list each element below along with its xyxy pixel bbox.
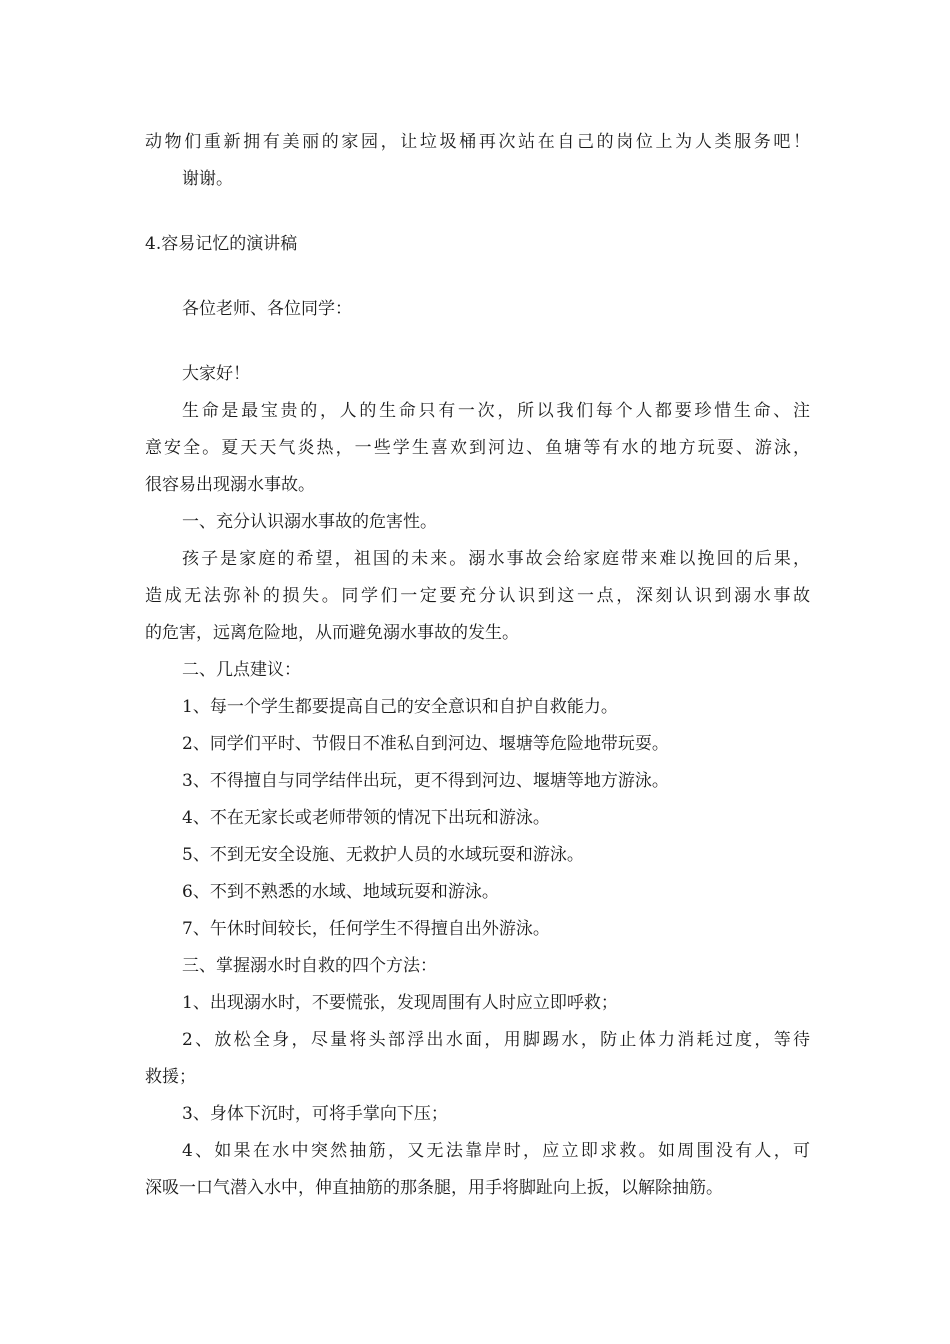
- part2-item: 7、午休时间较长，任何学生不得擅自出外游泳。: [182, 919, 550, 939]
- part1-line: 孩子是家庭的希望，祖国的未来。溺水事故会给家庭带来难以挽回的后果，: [182, 549, 810, 569]
- previous-thanks: 谢谢。: [182, 169, 233, 189]
- part2-item: 5、不到无安全设施、无救护人员的水域玩耍和游泳。: [182, 845, 584, 865]
- part3-item: 1、出现溺水时，不要慌张，发现周围有人时应立即呼救；: [182, 993, 618, 1013]
- part2-item: 2、同学们平时、节假日不准私自到河边、堰塘等危险地带玩耍。: [182, 734, 669, 754]
- part1-title: 一、充分认识溺水事故的危害性。: [182, 512, 437, 532]
- part2-item: 1、每一个学生都要提高自己的安全意识和自护自救能力。: [182, 697, 618, 717]
- part3-title: 三、掌握溺水时自救的四个方法：: [182, 956, 437, 976]
- intro-line: 很容易出现溺水事故。: [145, 475, 315, 495]
- part1-line: 的危害，远离危险地，从而避免溺水事故的发生。: [145, 623, 519, 643]
- part2-title: 二、几点建议：: [182, 660, 301, 680]
- part3-item: 4、如果在水中突然抽筋，又无法靠岸时，应立即求救。如周围没有人，可: [182, 1141, 810, 1161]
- part3-item: 2、放松全身，尽量将头部浮出水面，用脚踢水，防止体力消耗过度，等待: [182, 1030, 810, 1050]
- greeting: 大家好！: [182, 364, 250, 384]
- intro-line: 生命是最宝贵的，人的生命只有一次，所以我们每个人都要珍惜生命、注: [182, 401, 810, 421]
- part2-item: 6、不到不熟悉的水域、地域玩耍和游泳。: [182, 882, 499, 902]
- part2-item: 4、不在无家长或老师带领的情况下出玩和游泳。: [182, 808, 550, 828]
- document-body: [145, 124, 810, 1207]
- previous-paragraph-end: 动物们重新拥有美丽的家园，让垃圾桶再次站在自己的岗位上为人类服务吧！: [145, 132, 810, 152]
- part1-line: 造成无法弥补的损失。同学们一定要充分认识到这一点，深刻认识到溺水事故: [145, 586, 810, 606]
- part3-item-continued: 救援；: [145, 1067, 196, 1087]
- part3-item: 3、身体下沉时，可将手掌向下压；: [182, 1104, 448, 1124]
- intro-line: 意安全。夏天天气炎热，一些学生喜欢到河边、鱼塘等有水的地方玩耍、游泳，: [145, 438, 810, 458]
- part3-item-continued: 深吸一口气潜入水中，伸直抽筋的那条腿，用手将脚趾向上扳，以解除抽筋。: [145, 1178, 723, 1198]
- section-title: 4.容易记忆的演讲稿: [145, 234, 298, 254]
- salutation: 各位老师、各位同学：: [182, 299, 352, 319]
- part2-item: 3、不得擅自与同学结伴出玩，更不得到河边、堰塘等地方游泳。: [182, 771, 669, 791]
